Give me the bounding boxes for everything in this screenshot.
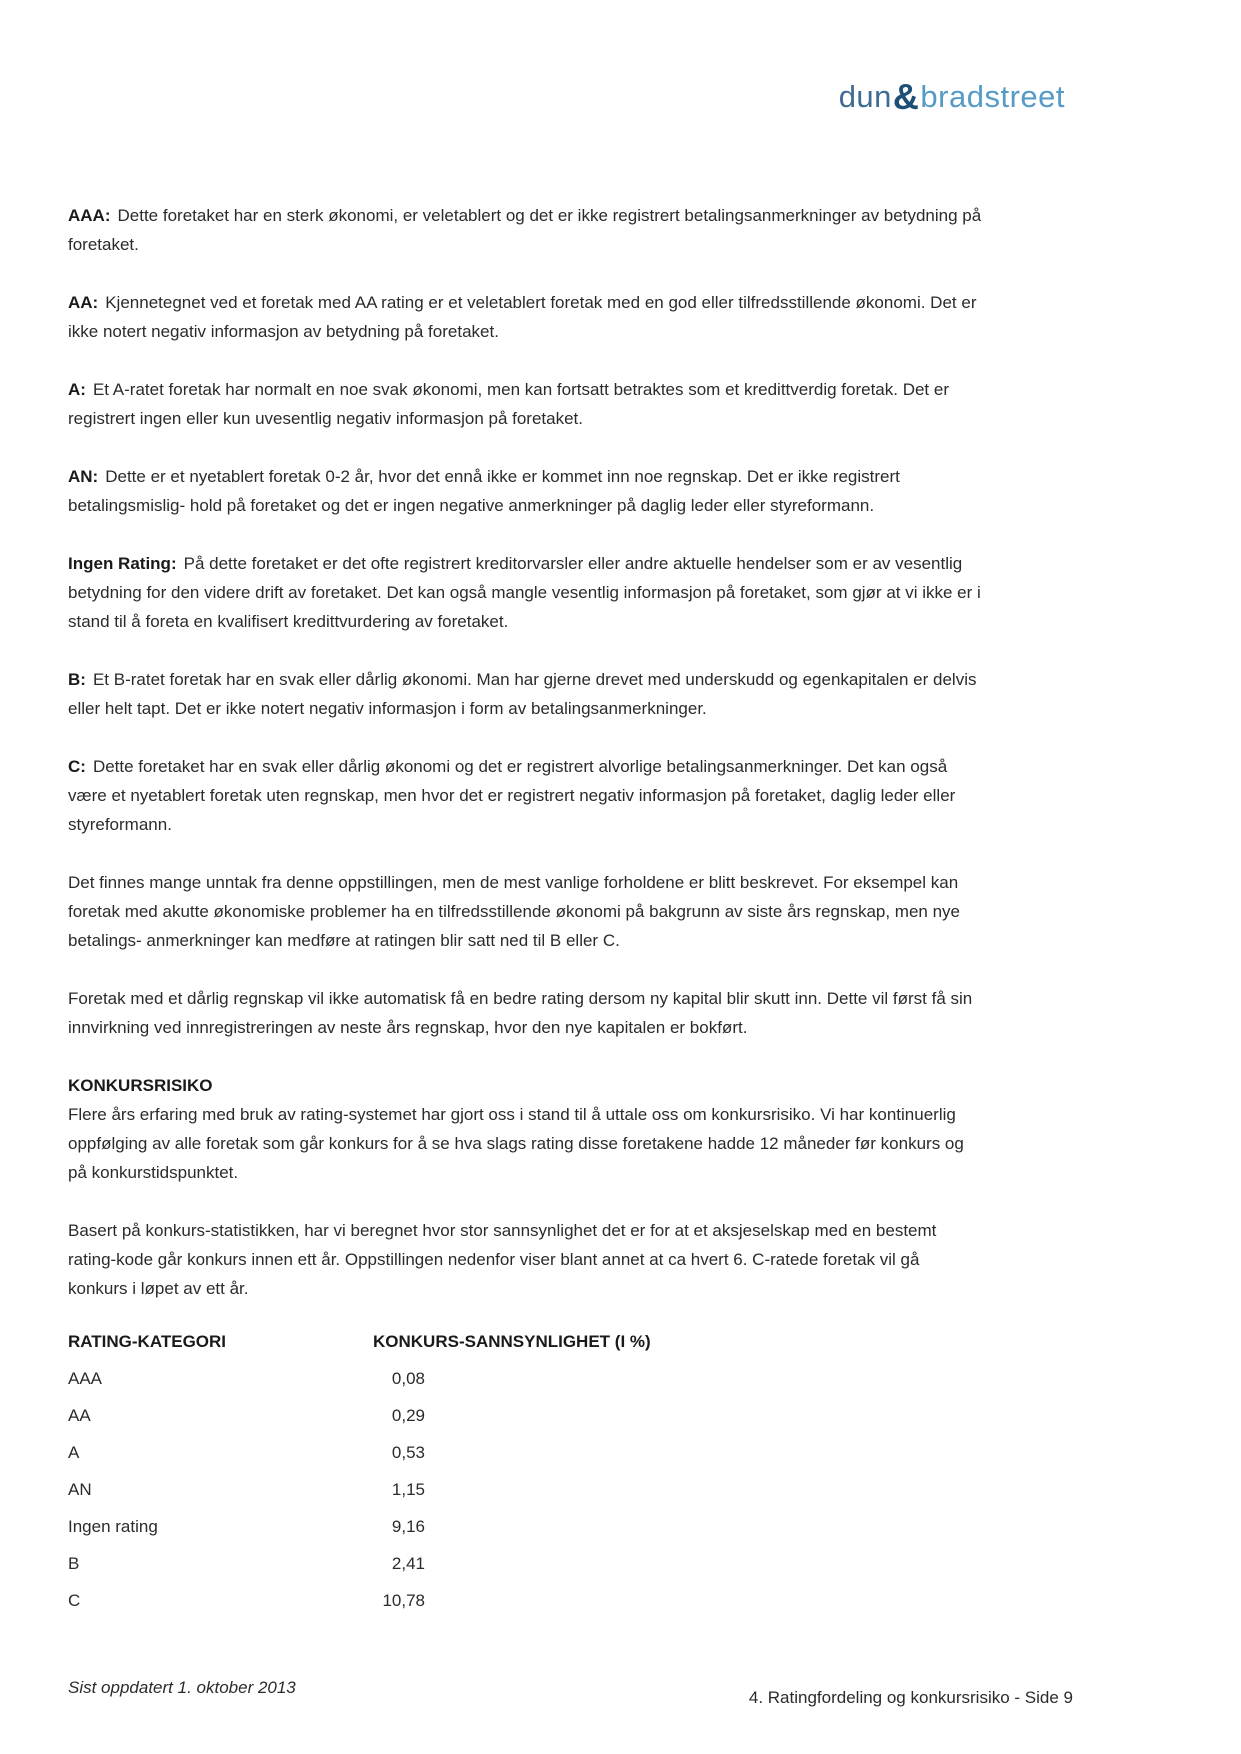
table-cell-category: Ingen rating xyxy=(68,1517,158,1536)
rating-text-aaa: Dette foretaket har en sterk økonomi, er veletablert og det er ikke registrert betalingsanmerkninger av betydning på foretaket. xyxy=(68,206,982,254)
table-cell-category: A xyxy=(68,1443,80,1462)
table-cell-category: C xyxy=(68,1591,81,1610)
table-cell-category: AN xyxy=(68,1480,92,1499)
bankruptcy-probability-table xyxy=(68,1332,982,1628)
table-cell-probability: 9,16 xyxy=(391,1517,425,1536)
rating-paragraph-c xyxy=(68,752,982,839)
konkursrisiko-paragraph-2: Basert på konkurs-statistikken, har vi beregnet hvor stor sannsynlighet det er for at et aksjeselskap med en bestemt rating-kode går konkurs innen ett år. Oppstillingen nedenfor viser blant annet at ca hvert 6. C-ratede foretak vil gå konkurs i løpet av ett år. xyxy=(68,1221,937,1298)
rating-label-b: B: xyxy=(68,670,86,689)
table-cell-probability: 0,53 xyxy=(391,1443,425,1462)
table-row xyxy=(68,1480,982,1517)
table-header-probability: KONKURS-SANNSYNLIGHET (I %) xyxy=(373,1332,651,1351)
rating-paragraph-b xyxy=(68,665,982,723)
rating-text-a: Et A-ratet foretak har normalt en noe svak økonomi, men kan fortsatt betraktes som et kredittverdig foretak. Det er registrert ingen eller kun uvesentlig negativ informasjon på foretaket. xyxy=(68,380,949,428)
table-row xyxy=(68,1591,982,1628)
rating-text-ingen-rating: På dette foretaket er det ofte registrert kreditorvarsler eller andre aktuelle hendelser som er av vesentlig betydning for den videre drift av foretaket. Det kan også mangle vesentlig informasjon på foretaket, som gjør at vi ikke er i stand til å foreta en kvalifisert kredittvurdering av foretaket. xyxy=(68,554,981,631)
page-footer: 4. Ratingfordeling og konkursrisiko - Side 9 xyxy=(748,1688,1073,1707)
konkursrisiko-paragraph-1: Flere års erfaring med bruk av rating-systemet har gjort oss i stand til å uttale oss om konkursrisiko. Vi har kontinuerlig oppfølging av alle foretak som går konkurs for å se hva slags rating disse foretakene hadde 12 måneder før konkurs og på konkurstidspunktet. xyxy=(68,1105,964,1182)
rating-label-an: AN: xyxy=(68,467,99,486)
rating-paragraph-aa xyxy=(68,288,982,346)
rating-paragraph-aaa xyxy=(68,201,982,259)
rating-text-an: Dette er et nyetablert foretak 0-2 år, hvor det ennå ikke er kommet inn noe regnskap. Det er ikke registrert betalingsmislig- hold på foretaket og det er ingen negative anmerkninger på daglig leder eller styreformann. xyxy=(68,467,900,515)
table-cell-probability: 0,08 xyxy=(391,1369,425,1388)
table-cell-probability: 1,15 xyxy=(391,1480,425,1499)
table-cell-probability: 2,41 xyxy=(391,1554,425,1573)
rating-paragraph-ingen-rating xyxy=(68,549,982,636)
table-cell-probability: 10,78 xyxy=(382,1591,425,1610)
table-cell-category: AAA xyxy=(68,1369,103,1388)
rating-text-aa: Kjennetegnet ved et foretak med AA rating er et veletablert foretak med en god eller tilfredsstillende økonomi. Det er ikke notert negativ informasjon av betydning på foretaket. xyxy=(68,293,977,341)
table-row xyxy=(68,1406,982,1443)
rating-paragraph-a xyxy=(68,375,982,433)
rating-text-b: Et B-ratet foretak har en svak eller dårlig økonomi. Man har gjerne drevet med underskudd og egenkapitalen er delvis eller helt tapt. Det er ikke notert negativ informasjon i form av betalingsanmerkninger. xyxy=(68,670,977,718)
document-body xyxy=(68,201,982,1698)
table-row xyxy=(68,1554,982,1591)
rating-label-aaa: AAA: xyxy=(68,206,111,225)
konkursrisiko-heading: KONKURSRISIKO xyxy=(68,1076,213,1095)
rating-paragraph-an xyxy=(68,462,982,520)
rating-label-ingen-rating: Ingen Rating: xyxy=(68,554,177,573)
rating-label-c: C: xyxy=(68,757,86,776)
note-paragraph-exceptions: Det finnes mange unntak fra denne oppstillingen, men de mest vanlige forholdene er blitt beskrevet. For eksempel kan foretak med akutte økonomiske problemer ha en tilfredsstillende økonomi på bakgrunn av siste års regnskap, men nye betalings- anmerkninger kan medføre at ratingen blir satt ned til B eller C. xyxy=(68,873,961,950)
last-updated-note: Sist oppdatert 1. oktober 2013 xyxy=(68,1678,296,1697)
rating-text-c: Dette foretaket har en svak eller dårlig økonomi og det er registrert alvorlige betalingsanmerkninger. Det kan også være et nyetablert foretak uten regnskap, men hvor det er registrert negativ informasjon på foretaket, daglig leder eller styreformann. xyxy=(68,757,956,834)
table-header-row xyxy=(68,1332,982,1369)
table-cell-category: B xyxy=(68,1554,80,1573)
table-row xyxy=(68,1517,982,1554)
table-row xyxy=(68,1369,982,1406)
table-row xyxy=(68,1443,982,1480)
logo-bradstreet-text: bradstreet xyxy=(920,79,1065,114)
rating-label-a: A: xyxy=(68,380,86,399)
logo-ampersand-icon: & xyxy=(892,76,920,117)
note-paragraph-capital: Foretak med et dårlig regnskap vil ikke automatisk få en bedre rating dersom ny kapital blir skutt inn. Dette vil først få sin innvirkning ved innregistreringen av neste års regnskap, hvor den nye kapitalen er bokført. xyxy=(68,989,973,1037)
dun-bradstreet-logo xyxy=(839,74,1065,116)
rating-label-aa: AA: xyxy=(68,293,99,312)
table-cell-probability: 0,29 xyxy=(391,1406,425,1425)
table-cell-category: AA xyxy=(68,1406,91,1425)
logo-dun-text: dun xyxy=(838,79,892,114)
table-header-category: RATING-KATEGORI xyxy=(68,1332,227,1351)
